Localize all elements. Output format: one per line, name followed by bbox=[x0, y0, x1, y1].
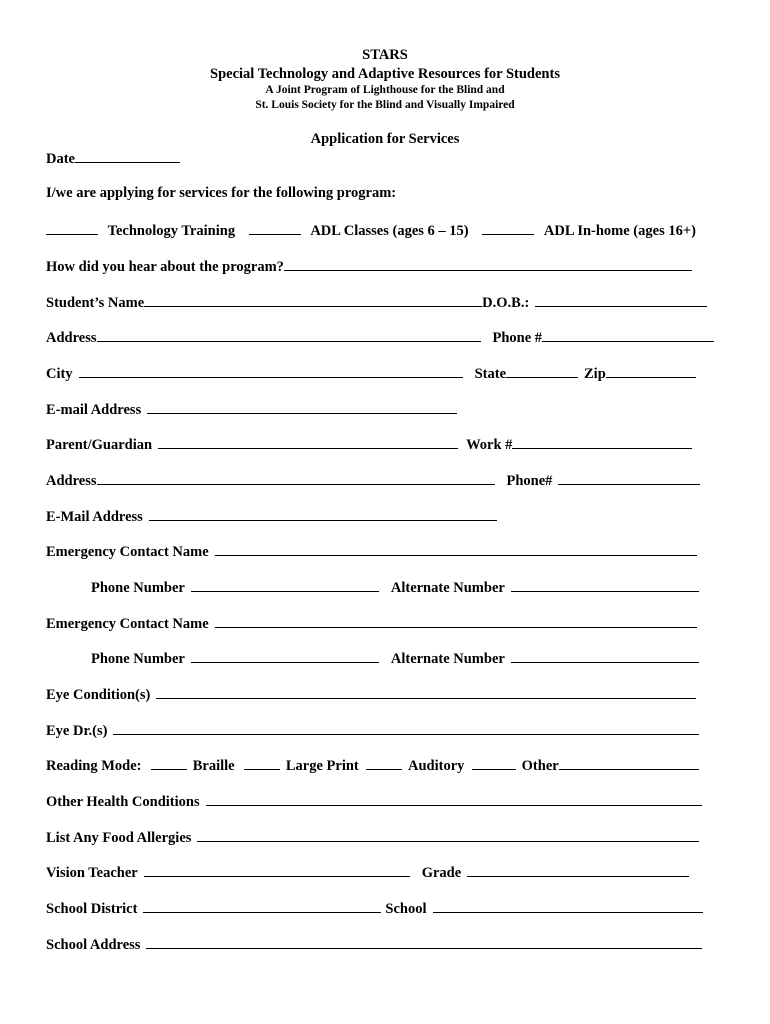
reading-mode-option: Large Print bbox=[285, 758, 359, 774]
eye-dr-row bbox=[46, 720, 699, 740]
emergency-contact-2-field[interactable] bbox=[215, 613, 697, 628]
reading-mode-option: Braille bbox=[192, 758, 235, 774]
phone-field[interactable] bbox=[542, 327, 714, 342]
emergency-contact-1-phone-row bbox=[91, 577, 699, 597]
school-field[interactable] bbox=[433, 898, 703, 913]
student-name-row bbox=[46, 292, 707, 312]
auditory-checkbox[interactable] bbox=[366, 755, 402, 770]
eye-dr-label: Eye Dr.(s) bbox=[46, 723, 108, 739]
eye-condition-row bbox=[46, 684, 696, 704]
other-checkbox[interactable] bbox=[472, 755, 516, 770]
dob-label: D.O.B.: bbox=[482, 295, 530, 311]
student-name-label: Student’s Name bbox=[46, 295, 145, 311]
emergency-2-phone-label: Phone Number bbox=[91, 651, 185, 667]
email-label: E-mail Address bbox=[46, 402, 142, 418]
work-label: Work # bbox=[466, 437, 513, 453]
emergency-contact-1-label: Emergency Contact Name bbox=[46, 544, 209, 560]
program-option-label: ADL Classes (ages 6 – 15) bbox=[310, 223, 469, 239]
food-allergies-row bbox=[46, 827, 699, 847]
parent-label: Parent/Guardian bbox=[46, 437, 153, 453]
program-options-row bbox=[46, 220, 696, 240]
food-allergies-field[interactable] bbox=[197, 827, 699, 842]
reading-mode-label: Reading Mode: bbox=[46, 758, 142, 774]
parent-email-field[interactable] bbox=[149, 506, 497, 521]
parent-email-label: E-Mail Address bbox=[46, 509, 143, 525]
emergency-1-phone-label: Phone Number bbox=[91, 580, 185, 596]
parent-address-label: Address bbox=[46, 473, 97, 489]
emergency-1-alt-label: Alternate Number bbox=[390, 580, 505, 596]
city-field[interactable] bbox=[79, 363, 463, 378]
date-field[interactable] bbox=[75, 148, 180, 163]
vision-teacher-field[interactable] bbox=[144, 862, 410, 877]
school-address-field[interactable] bbox=[146, 934, 702, 949]
address-label: Address bbox=[46, 330, 97, 346]
eye-dr-field[interactable] bbox=[113, 720, 699, 735]
emergency-2-phone-field[interactable] bbox=[191, 648, 379, 663]
emergency-1-phone-field[interactable] bbox=[191, 577, 379, 592]
grade-field[interactable] bbox=[467, 862, 689, 877]
parent-address-field[interactable] bbox=[97, 470, 495, 485]
header-subtitle: Special Technology and Adaptive Resources for Students bbox=[210, 66, 560, 82]
date-label: Date bbox=[46, 151, 75, 167]
technology-training-checkbox[interactable] bbox=[46, 220, 98, 235]
form-header bbox=[0, 46, 770, 113]
address-field[interactable] bbox=[97, 327, 481, 342]
emergency-contact-2-label: Emergency Contact Name bbox=[46, 616, 209, 632]
program-option-label: ADL In-home (ages 16+) bbox=[543, 223, 696, 239]
city-row bbox=[46, 363, 696, 383]
hear-row bbox=[46, 256, 692, 276]
application-title: Application for Services bbox=[310, 131, 460, 147]
zip-field[interactable] bbox=[606, 363, 696, 378]
school-label: School bbox=[385, 901, 427, 917]
reading-mode-option: Auditory bbox=[408, 758, 465, 774]
vision-teacher-row bbox=[46, 862, 689, 882]
emergency-contact-1-row bbox=[46, 541, 697, 561]
school-address-label: School Address bbox=[46, 937, 141, 953]
program-prompt: I/we are applying for services for the following program: bbox=[46, 185, 397, 201]
parent-row bbox=[46, 434, 692, 454]
eye-condition-label: Eye Condition(s) bbox=[46, 687, 151, 703]
parent-phone-field[interactable] bbox=[558, 470, 700, 485]
zip-label: Zip bbox=[584, 366, 606, 382]
emergency-contact-2-phone-row bbox=[91, 648, 699, 668]
large-print-checkbox[interactable] bbox=[244, 755, 280, 770]
hear-label: How did you hear about the program? bbox=[46, 259, 284, 275]
state-field[interactable] bbox=[506, 363, 578, 378]
food-allergies-label: List Any Food Allergies bbox=[46, 830, 192, 846]
other-health-label: Other Health Conditions bbox=[46, 794, 200, 810]
reading-mode-option: Other bbox=[521, 758, 559, 774]
emergency-2-alt-field[interactable] bbox=[511, 648, 699, 663]
other-health-field[interactable] bbox=[206, 791, 702, 806]
vision-teacher-label: Vision Teacher bbox=[46, 865, 138, 881]
hear-field[interactable] bbox=[284, 256, 692, 271]
school-district-field[interactable] bbox=[143, 898, 381, 913]
city-label: City bbox=[46, 366, 73, 382]
adl-classes-checkbox[interactable] bbox=[249, 220, 301, 235]
parent-field[interactable] bbox=[158, 434, 458, 449]
parent-email-row bbox=[46, 506, 497, 526]
work-field[interactable] bbox=[512, 434, 692, 449]
emergency-contact-2-row bbox=[46, 613, 697, 633]
header-line-2: St. Louis Society for the Blind and Visually Impaired bbox=[255, 99, 515, 111]
header-title: STARS bbox=[362, 47, 408, 63]
parent-phone-label: Phone# bbox=[506, 473, 553, 489]
state-label: State bbox=[474, 366, 507, 382]
dob-field[interactable] bbox=[535, 292, 707, 307]
adl-in-home-checkbox[interactable] bbox=[482, 220, 534, 235]
school-district-label: School District bbox=[46, 901, 138, 917]
address-row bbox=[46, 327, 714, 347]
eye-condition-field[interactable] bbox=[156, 684, 696, 699]
email-field[interactable] bbox=[147, 399, 457, 414]
emergency-2-alt-label: Alternate Number bbox=[390, 651, 505, 667]
school-district-row bbox=[46, 898, 703, 918]
email-row bbox=[46, 399, 457, 419]
header-line-1: A Joint Program of Lighthouse for the Blind and bbox=[265, 84, 505, 96]
school-address-row bbox=[46, 934, 702, 954]
program-option-label: Technology Training bbox=[107, 223, 236, 239]
parent-address-row bbox=[46, 470, 700, 490]
other-health-row bbox=[46, 791, 702, 811]
braille-checkbox[interactable] bbox=[151, 755, 187, 770]
date-row bbox=[46, 148, 180, 168]
emergency-1-alt-field[interactable] bbox=[511, 577, 699, 592]
emergency-contact-1-field[interactable] bbox=[215, 541, 697, 556]
other-reading-mode-field[interactable] bbox=[559, 755, 699, 770]
reading-mode-row bbox=[46, 755, 699, 775]
student-name-field[interactable] bbox=[144, 292, 482, 307]
grade-label: Grade bbox=[421, 865, 462, 881]
phone-label: Phone # bbox=[492, 330, 543, 346]
